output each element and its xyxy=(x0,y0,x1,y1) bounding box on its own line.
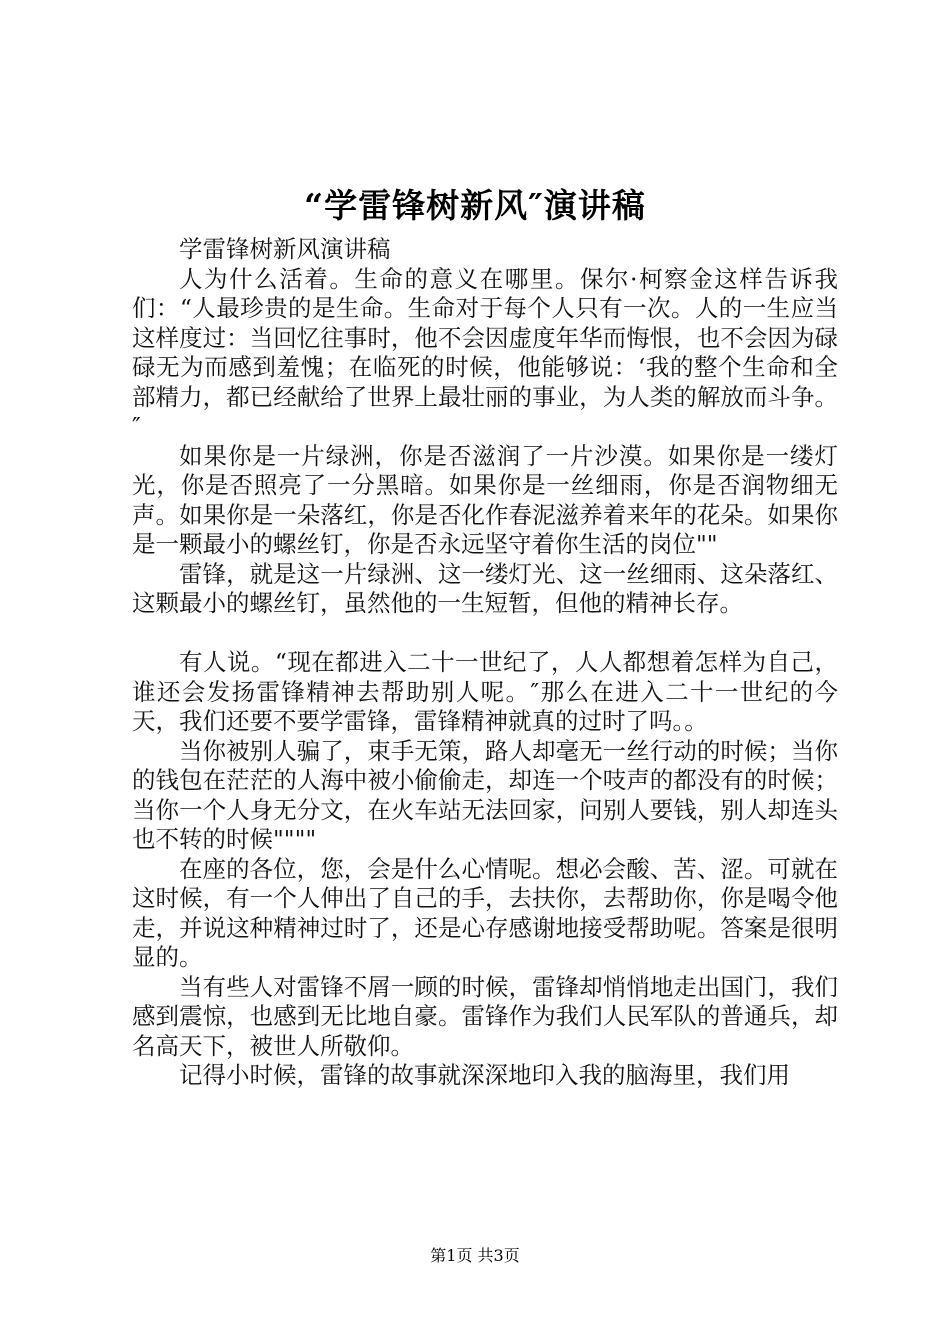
paragraph-8: 记得小时候，雷锋的故事就深深地印入我的脑海里，我们用 xyxy=(179,1061,790,1089)
paragraph-1: 人为什么活着。生命的意义在哪里。保尔·柯察金这样告诉我们：“人最珍贵的是生命。生命对于每个人只有一次。人的一生应当这样度过：当回忆往事时，他不会因虚度年华而悔恨，也不会因为碌碌无为而感到羞愧；在临死的时候，他能够说：‘我的整个生命和全部精力，都已经献给了世界上最壮丽的事业，为人类的解放而斗争。″ xyxy=(132,264,838,440)
paragraph-5: 当你被别人骗了，束手无策，路人却毫无一丝行动的时候；当你的钱包在茫茫的人海中被小偷偷走，却连一个吱声的都没有的时候；当你一个人身无分文，在火车站无法回家，问别人要钱，别人却连头也不转的时候"""" xyxy=(132,736,838,853)
paragraph-3: 雷锋，就是这一片绿洲、这一缕灯光、这一丝细雨、这朵落红、这颗最小的螺丝钉，虽然他的一生短暂，但他的精神长存。 xyxy=(132,559,838,617)
paragraph-6: 在座的各位，您，会是什么心情呢。想必会酸、苦、涩。可就在这时候，有一个人伸出了自己的手，去扶你，去帮助你，你是喝令他走，并说这种精神过时了，还是心存感谢地接受帮助呢。答案是很明显的。 xyxy=(132,854,838,971)
document-title: “学雷锋树新风″演讲稿 xyxy=(304,186,646,225)
paragraph-7: 当有些人对雷锋不屑一顾的时候，雷锋却悄悄地走出国门，我们感到震惊，也感到无比地自豪。雷锋作为我们人民军队的普通兵，却名高天下，被世人所敬仰。 xyxy=(132,972,838,1060)
page-number-footer: 第1页 共3页 xyxy=(430,1246,520,1265)
paragraph-2: 如果你是一片绿洲，你是否滋润了一片沙漠。如果你是一缕灯光，你是否照亮了一分黑暗。如果你是一丝细雨，你是否润物细无声。如果你是一朵落红，你是否化作春泥滋养着来年的花朵。如果你是一颗最小的螺丝钉，你是否永远坚守着你生活的岗位"" xyxy=(132,441,838,558)
document-body xyxy=(132,235,838,1091)
paragraph-4: 有人说。“现在都进入二十一世纪了，人人都想着怎样为自己，谁还会发扬雷锋精神去帮助别人呢。″那么在进入二十一世纪的今天，我们还要不要学雷锋，雷锋精神就真的过时了吗。。 xyxy=(132,648,838,735)
subtitle-paragraph: 学雷锋树新风演讲稿 xyxy=(179,235,391,263)
